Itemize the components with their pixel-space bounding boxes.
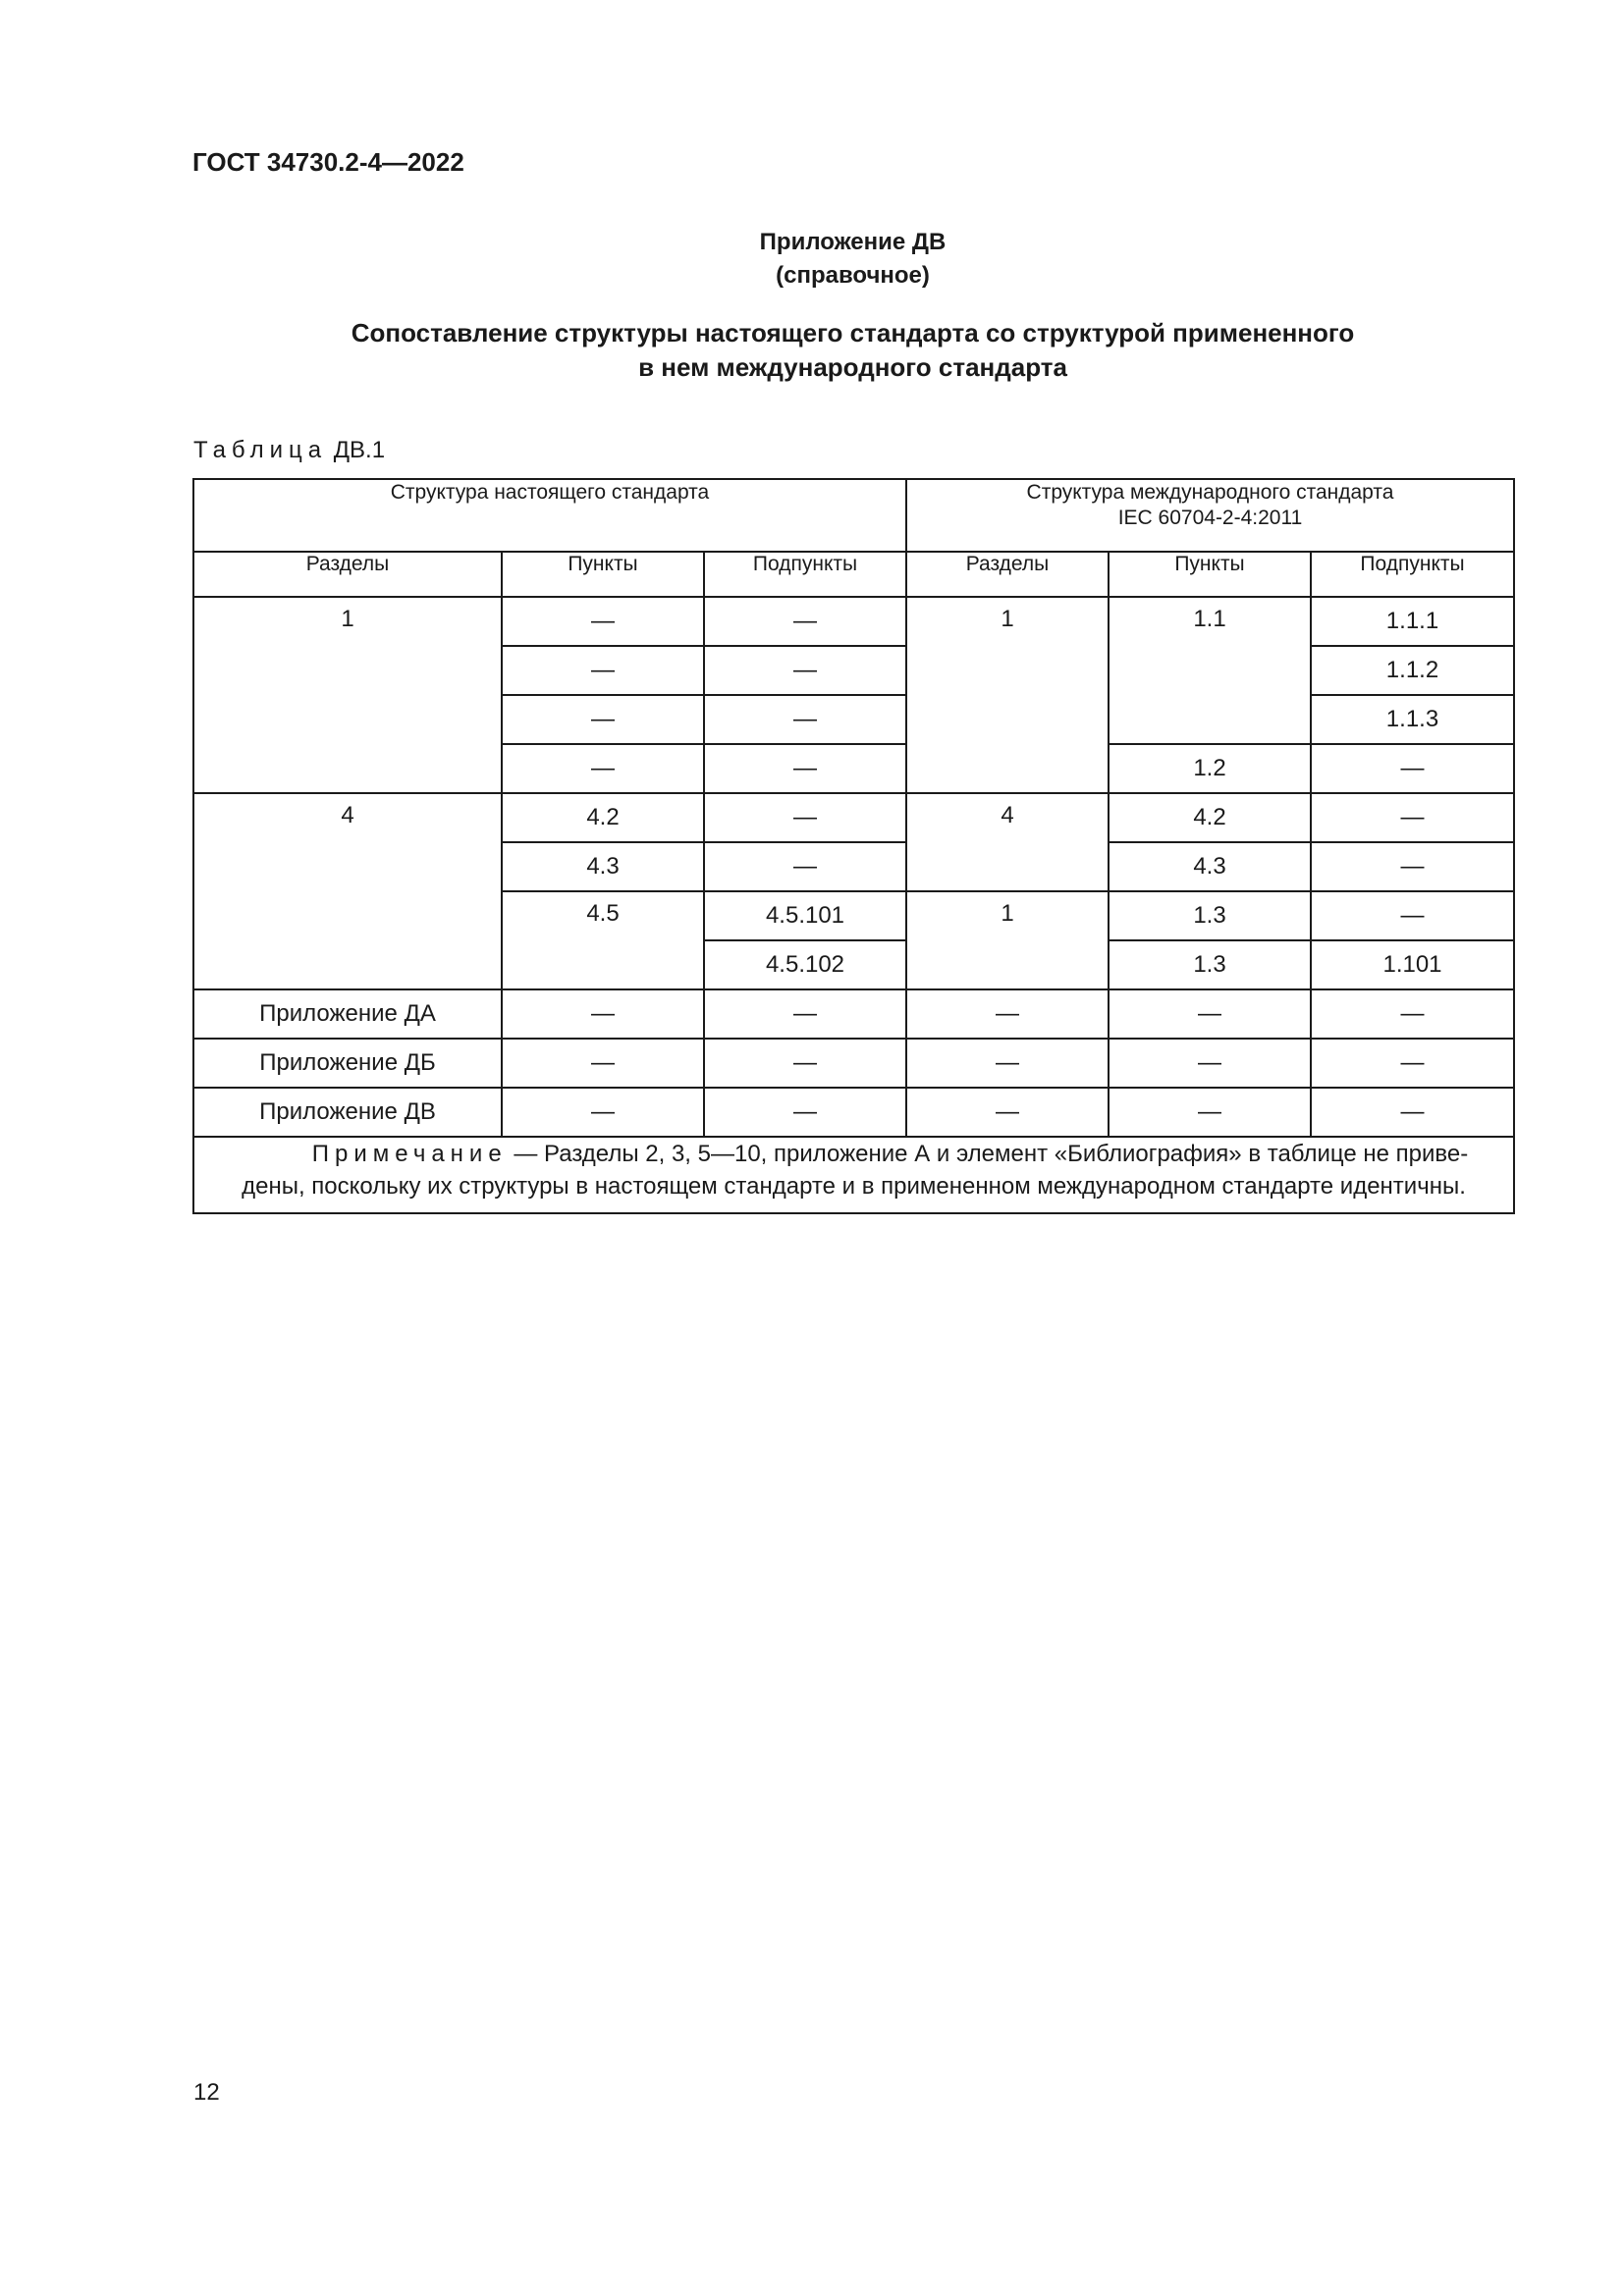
table-note-line-2: дены, поскольку их структуры в настоящем стандарте и в примененном международном стандарте идентичны. [242, 1173, 1466, 1200]
table-cell: — [502, 989, 704, 1039]
table-cell: 4 [906, 793, 1109, 891]
table-cell: 1 [193, 597, 502, 793]
page-number: 12 [193, 2079, 220, 2106]
column-header: Разделы [906, 552, 1109, 597]
table-cell: 4 [193, 793, 502, 989]
table-cell: — [704, 989, 906, 1039]
table-cell: 1 [906, 597, 1109, 793]
table-cell: — [704, 646, 906, 695]
table-cell: 1.1.3 [1311, 695, 1514, 744]
table-cell: Приложение ДВ [193, 1088, 502, 1137]
table-cell: — [704, 1088, 906, 1137]
table-cell: 1.3 [1109, 940, 1311, 989]
table-cell: — [502, 695, 704, 744]
table-cell: — [906, 1088, 1109, 1137]
table-cell: — [502, 1088, 704, 1137]
table-cell: — [906, 989, 1109, 1039]
note-word: Примечание [311, 1141, 508, 1167]
group-header-international-line-1: Структура международного стандарта [1026, 481, 1394, 504]
appendix-heading [0, 226, 1624, 293]
table-cell: — [1311, 793, 1514, 842]
table-cell: 1.2 [1109, 744, 1311, 793]
section-heading [0, 316, 1624, 385]
table-cell: 1.3 [1109, 891, 1311, 940]
table-cell: 4.5.102 [704, 940, 906, 989]
table-cell: — [1311, 891, 1514, 940]
table-row [193, 1088, 1514, 1137]
table-note [193, 1137, 1514, 1213]
table-cell: — [502, 597, 704, 646]
document-code: ГОСТ 34730.2-4—2022 [192, 147, 464, 177]
table-cell: — [704, 744, 906, 793]
table-cell: 1.101 [1311, 940, 1514, 989]
structure-comparison-table [192, 478, 1515, 1214]
column-header: Пункты [1109, 552, 1311, 597]
table-cell: — [1109, 1088, 1311, 1137]
table-cell: 4.5 [502, 891, 704, 989]
table-cell: — [502, 744, 704, 793]
table-cell: — [704, 793, 906, 842]
table-cell: 4.2 [1109, 793, 1311, 842]
heading-line-2: в нем международного стандарта [638, 352, 1067, 382]
table-row [193, 793, 1514, 842]
table-cell: — [1311, 1039, 1514, 1088]
table-cell: 1.1.1 [1311, 597, 1514, 646]
table-caption-word: Таблица [193, 437, 328, 463]
table-cell: Приложение ДБ [193, 1039, 502, 1088]
group-header-current: Структура настоящего стандарта [193, 479, 906, 552]
table-note-line-1 [194, 1138, 1513, 1170]
table-row [193, 989, 1514, 1039]
table-cell: — [1109, 1039, 1311, 1088]
column-header: Подпункты [704, 552, 906, 597]
table-cell: — [1311, 744, 1514, 793]
note-text-1: — Разделы 2, 3, 5—10, приложение А и элемент «Библиография» в таблице не приве- [507, 1141, 1469, 1167]
column-header: Подпункты [1311, 552, 1514, 597]
table-cell: — [1311, 989, 1514, 1039]
table-cell: 4.3 [1109, 842, 1311, 891]
table-cell: — [704, 842, 906, 891]
table-cell: — [1311, 842, 1514, 891]
table-cell: — [1109, 989, 1311, 1039]
table-caption-id: ДВ.1 [333, 437, 386, 463]
table-cell: — [704, 1039, 906, 1088]
group-header-international [906, 479, 1514, 552]
table-cell: — [502, 646, 704, 695]
group-header-international-line-2: IEC 60704-2-4:2011 [1117, 507, 1303, 529]
column-header: Разделы [193, 552, 502, 597]
table-cell: 4.3 [502, 842, 704, 891]
table-column-header-row [193, 552, 1514, 597]
appendix-subtitle: (справочное) [776, 262, 930, 289]
heading-line-1: Сопоставление структуры настоящего стандарта со структурой примененного [351, 318, 1355, 347]
table-note-row [193, 1137, 1514, 1213]
table-cell: — [704, 695, 906, 744]
table-row [193, 1039, 1514, 1088]
table-cell: — [1311, 1088, 1514, 1137]
table-row [193, 597, 1514, 646]
table-cell: 1.1 [1109, 597, 1311, 744]
table-cell: 4.2 [502, 793, 704, 842]
table-cell: 1.1.2 [1311, 646, 1514, 695]
column-header: Пункты [502, 552, 704, 597]
table-cell: Приложение ДА [193, 989, 502, 1039]
table-cell: — [906, 1039, 1109, 1088]
table-cell: — [704, 597, 906, 646]
table-group-header-row [193, 479, 1514, 552]
table-cell: 4.5.101 [704, 891, 906, 940]
table-cell: 1 [906, 891, 1109, 989]
table-caption [193, 437, 385, 464]
appendix-title: Приложение ДВ [759, 229, 947, 255]
table-cell: — [502, 1039, 704, 1088]
